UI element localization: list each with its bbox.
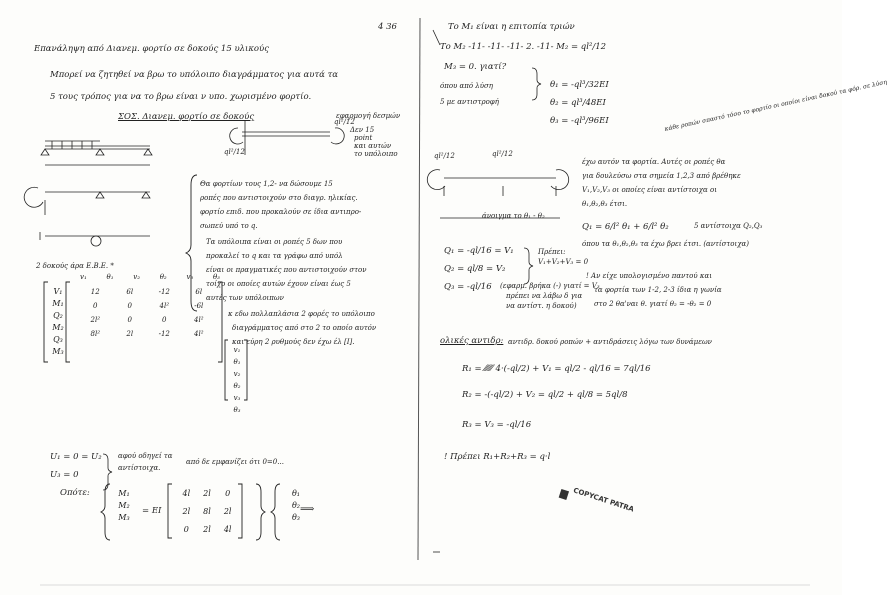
mid-note-3: V₁,V₂,V₃ οι οποίες είναι αντίστοιχα οι [582,186,717,194]
note-b: διαγράμματος από στο 2 το οποίο αυτόν [232,324,377,332]
displacement-vector [230,344,244,416]
side-note-3: και αυτών [354,142,392,150]
final-factor: = EI [142,506,162,516]
matrix-cell: -12 [158,288,170,296]
solution-label: όπου από λύση [440,82,493,90]
total-title: ολικές αντιδρ: [440,336,504,346]
vector-entry: v₂ [233,370,241,378]
diag-note: εφαρμογή δεσμών [336,112,401,120]
Q2-eq: Q₂ = ql/8 = V₂ [444,264,506,274]
beam-diagram-middle [24,187,150,215]
vector-entry: θ₂ [233,382,241,390]
matrix-column-headers [80,272,220,282]
matrix-cell: -12 [158,330,170,338]
moment-entry: M₃ [118,513,130,522]
condition-1: U₁ = 0 = U₂ [50,452,102,462]
excl-note-1: ! Αν είχε υπολογισμένο παντού και [586,272,712,280]
R1-eq: R₁ = ⁄⁄⁄⁄⁄⁄ 4·(-ql/2) + V₁ = ql/2 - ql/16 = 7ql/16 [462,364,651,374]
rotation-entry: θ₃ [291,513,301,522]
ql12-mid: ql²/12 [492,150,513,158]
final-stiffness-matrix [176,488,238,536]
matrix-cell: 0 [162,316,167,324]
matrix-row-head: M₃ [52,347,64,356]
final-matrix-cell: 0 [225,489,231,498]
final-matrix-cell: 0 [183,525,189,534]
brace-text-8: τοίχο οι οποίες αυτών έχουν είναι έως 5 [206,280,351,288]
solution-label-2: 5 με αντιστροφή [440,98,499,106]
side-note-1: Δεν 15 [350,126,375,134]
matrix-cell: 2l² [90,316,100,324]
vector-entry: v₁ [233,346,241,354]
total-text: αντιδρ. δοκού ροπών + αντιδράσεις λόγω των δυνάμεων [508,338,712,346]
theta-1-eq: θ₁ = -ql³/32EI [550,80,609,90]
left-line-1: Μπορεί να ζητηθεί να βρω το υπόλοιπο διαγράμματος για αυτά τα [50,70,339,80]
matrix-cell: 0 [127,316,132,324]
rotation-entry: θ₂ [291,501,301,510]
ql12-left: ql²/12 [434,152,455,160]
note-a: κ εδω πολλαπλάσια 2 φορές το υπόλοιπο [228,310,375,318]
beam-diagram-right-page [427,170,568,218]
matrix-col-head: v₂ [133,273,140,281]
right-line-3: M₃ = 0. γιατί? [444,62,507,72]
implies-arrow: ⟹ [300,504,315,515]
matrix-col-head: v₁ [80,273,87,281]
matrix-cell: -6l [194,302,204,310]
side-note-4: το υπόλοιπο [354,150,398,158]
brace-text-3: φορτίο επιδ. που προκαλούν σε ίδια αντιπρο- [200,208,362,216]
mid-note-1: έχω αυτόν τα φορτία. Αυτές οι ροπές θα [582,158,726,166]
Q1-eq: Q₁ = -ql/16 = V₁ [444,246,514,256]
q-note-2: όπου τα θ₁,θ₂,θ₃ τα έχω βρει έτσι. (αντίστοιχα) [582,240,749,248]
matrix-col-head: θ₃ [212,273,220,281]
matrix-cell: 4l² [159,302,169,310]
q-equation: Q₁ = 6/l² θ₁ + 6/l² θ₂ [582,222,669,232]
matrix-cell: 8l² [90,330,100,338]
matrix-cell: 2l [126,330,134,338]
brace-text-2: ροπές που αντιστοιχούν στο διαγρ. ηλικίας. [200,194,358,202]
brace-text-1: Θα φορτίων τους 1,2- να δώσουμε 15 [200,180,333,188]
right-line-2: Το M₂ -11- -11- -11- 2. -11- M₂ = ql²/12 [440,42,607,52]
opote-label: Οπότε: [60,488,90,498]
section-title: ΣΟΣ. Διανεμ. φορτίο σε δοκούς [118,112,255,122]
brace-text-6: προκαλεί το q και τα γράφω από υπόλ [206,252,343,260]
brace-text-4: σωπεύ υπό το q. [200,222,258,230]
moment-entry: M₁ [118,489,130,498]
final-matrix-cell: 2l [223,507,232,516]
right-line-1: Το M₁ είναι η επιτοπία τριών [448,22,575,32]
rotation-entry: θ₁ [291,489,301,498]
Q3-eq: Q₃ = -ql/16 [444,282,492,292]
mid-note-2: για δουλεύσω στα σημεία 1,2,3 από βρέθηκε [582,172,741,180]
final-matrix-cell: 4l [182,489,191,498]
matrix-cell: 12 [90,288,100,296]
matrix-cell: 4l² [194,316,204,324]
check-line: ! Πρέπει R₁+R₂+R₃ = q·l [444,452,551,462]
theta-2-eq: θ₂ = ql³/48EI [550,98,606,108]
excl-note-2: τα φορτία των 1-2, 2-3 ίδια η γωνία [594,286,722,294]
final-matrix-cell: 8l [203,507,211,516]
matrix-cell: 6l [195,288,203,296]
brace-text-9: αυτές των υπόλοιπων [206,294,284,302]
matrix-col-head: v₃ [186,273,194,281]
center-divider [418,18,420,560]
tilted-note: κάθε ροπών σπαστό τόσο το φορτίο οι οποίοι είναι δοκού τα φόρ. σε λύση [664,78,888,133]
theta-3-eq: θ₃ = -ql³/96EI [550,116,609,126]
matrix-label: 2 δοκούς άρα Ε.Β.Ε. * [36,262,114,270]
R2-eq: R₂ = -(-ql/2) + V₂ = ql/2 + ql/8 = 5ql/8 [462,390,628,400]
beam-diagram-bottom [40,232,150,246]
matrix-row-head: V₁ [53,287,63,296]
paren-note: (εφαρμ. βρήκα (-) γιατί = V₃ [500,282,600,290]
matrix-row-head: Q₂ [53,311,63,320]
vector-entry: θ₁ [233,358,241,366]
vector-entry: v₃ [233,394,241,402]
matrix-row-head: Q₃ [53,335,63,344]
matrix-row-head: M₂ [52,323,64,332]
moment-vector [114,488,134,524]
page-number: 4 36 [378,22,397,32]
moment-label-2: ql²/12 [334,118,355,126]
matrix-col-head: θ₂ [159,273,167,281]
condition-note: αφού οδηγεί τα [118,452,173,460]
stamp-logo [559,489,569,500]
matrix-row-headers [48,286,68,358]
condition-note-3: από δε εμφανίζει ότι 0=0... [186,458,284,466]
anoigma-label: άνοιγμα το θ₁ - θ₂ [482,212,545,220]
beam-diagram-right [230,120,344,155]
left-header-line: Επανάληψη από Διανεμ. φορτίο σε δοκούς 15 υλικούς [34,44,269,54]
final-matrix-cell: 2l [203,489,211,498]
final-matrix-cell: 2l [203,525,211,534]
matrix-col-head: θ₁ [106,273,114,281]
matrix-cell: 0 [93,302,98,310]
R3-eq: R₃ = V₃ = -ql/16 [462,420,532,430]
brace-note-2: V₁+V₂+V₃ = 0 [538,258,589,266]
left-line-2: 5 τους τρόπος για να το βρω είναι ν υπο. χωρισμένο φορτίο. [50,92,312,102]
brace-note: Πρέπει: [538,248,566,256]
excl-note-3: στο 2 θα'ναι θ. γιατί θ₂ = -θ₂ = 0 [594,300,712,308]
condition-2: U₃ = 0 [50,470,79,480]
matrix-row-head: M₁ [52,299,64,308]
mid-note-4: θ₁,θ₂,θ₃ έτσι. [582,200,628,208]
brace-text-5: Τα υπόλοιπα είναι οι ροπές 5 δων που [206,238,343,246]
condition-note-2: αντίστοιχα. [118,464,161,472]
side-note-2: point [354,134,373,142]
matrix-cell: 4l² [194,330,204,338]
matrix-cell: 6l [126,288,134,296]
moment-label-1: ql²/12 [224,148,245,156]
brace-text-7: είναι οι πραγματικές που αντιστοιχούν στον [206,266,367,274]
paren-note-3: να αντίστ. η δοκού) [506,302,577,310]
vector-entry: θ₃ [233,406,241,414]
final-matrix-cell: 4l [223,525,232,534]
moment-entry: M₂ [118,501,130,510]
final-matrix-cell: 2l [182,507,191,516]
beam-diagram-top [41,141,152,165]
paren-note-2: πρέπει να λάβω δ για [506,292,583,300]
copycat-stamp: COPYCAT PATRA [572,486,635,514]
stiffness-matrix [78,286,216,340]
note-c: και εύρη 2 ρυθμούς δεν έχω έλ [Ι]. [232,338,355,346]
matrix-cell: 0 [127,302,132,310]
q-note: 5 αντίστοιχα Q₂,Q₃ [694,222,763,230]
